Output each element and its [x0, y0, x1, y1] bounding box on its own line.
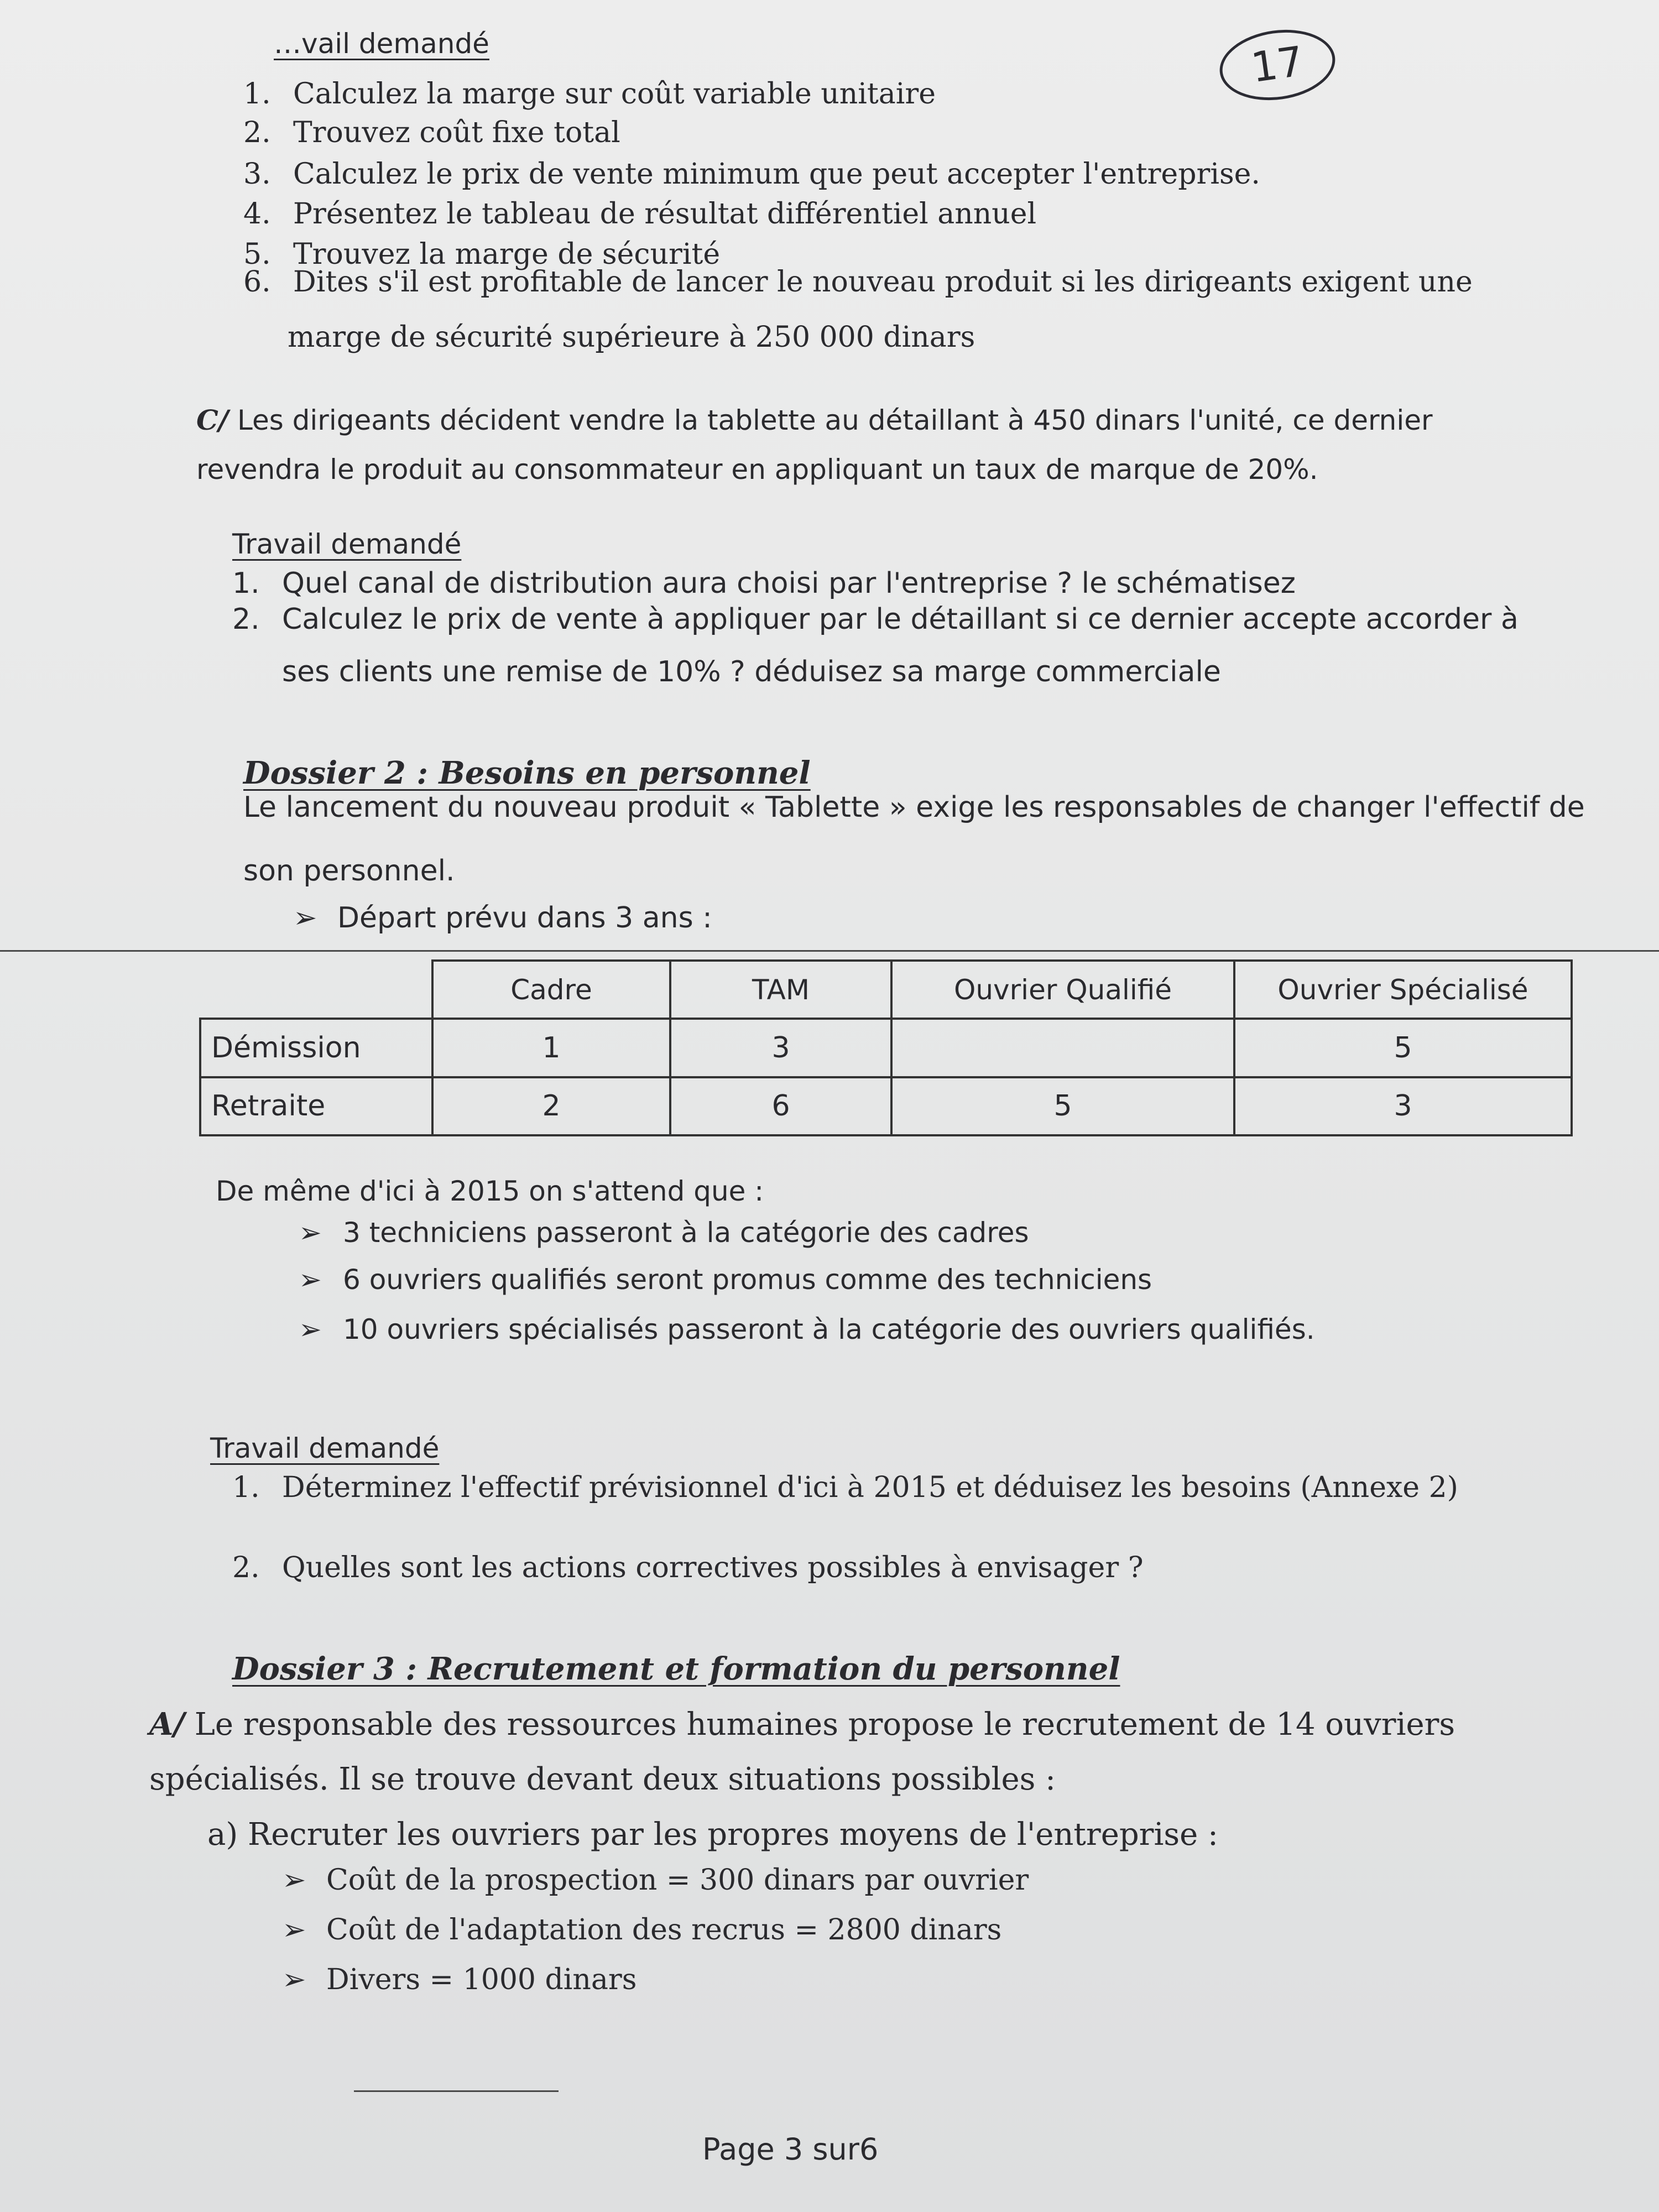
section-c-line2: revendra le produit au consommateur en appliquant un taux de marque de 20%.	[196, 453, 1318, 486]
table-cell: 6	[670, 1077, 891, 1135]
list-item: ➢ Divers = 1000 dinars	[282, 1963, 637, 1996]
list-item: 5. Trouvez la marge de sécurité	[243, 238, 721, 271]
table-cell: 3	[1234, 1077, 1572, 1135]
table-cell: 3	[670, 1019, 891, 1077]
list-item: 6. Dites s'il est profitable de lancer le nouveau produit si les dirigeants exigent une	[243, 265, 1473, 299]
list-item: ➢ 10 ouvriers spécialisés passeront à la catégorie des ouvriers qualifiés.	[299, 1313, 1315, 1345]
arrow-bullet-icon: ➢	[293, 901, 317, 935]
table-header-row	[200, 961, 1572, 1019]
list-item: 3. Calculez le prix de vente minimum que peut accepter l'entreprise.	[243, 158, 1260, 191]
dossier2-heading: Travail demandé	[210, 1432, 440, 1464]
list-item: 2. Quelles sont les actions correctives possibles à envisager ?	[232, 1551, 1144, 1584]
list-item: 2. Calculez le prix de vente à appliquer par le détaillant si ce dernier accepte accorder à	[232, 603, 1519, 636]
list-item: ➢ 3 techniciens passeront à la catégorie des cadres	[299, 1217, 1029, 1249]
list-item: 1. Calculez la marge sur coût variable unitaire	[243, 77, 936, 111]
list-item: 2. Trouvez coût fixe total	[243, 116, 620, 149]
bullet-depart: ➢ Départ prévu dans 3 ans :	[293, 901, 712, 935]
divider	[354, 2090, 559, 2092]
table-header: Cadre	[432, 961, 670, 1019]
row-label: Retraite	[200, 1077, 432, 1135]
page-number-mark: 17	[1215, 23, 1339, 107]
list-item: ➢ 6 ouvriers qualifiés seront promus comme des techniciens	[299, 1264, 1152, 1296]
table-row	[200, 1077, 1572, 1135]
section-c-heading: Travail demandé	[232, 528, 462, 560]
list-item: ➢ Coût de la prospection = 300 dinars par ouvrier	[282, 1864, 1029, 1897]
list-item: 4. Présentez le tableau de résultat différentiel annuel	[243, 197, 1037, 231]
arrow-bullet-icon: ➢	[299, 1217, 322, 1249]
arrow-bullet-icon: ➢	[282, 1963, 306, 1996]
option-a: a) Recruter les ouvriers par les propres moyens de l'entreprise :	[207, 1817, 1218, 1853]
list-item: 1. Déterminez l'effectif prévisionnel d'ici à 2015 et déduisez les besoins (Annexe 2)	[232, 1471, 1458, 1504]
dossier2-title: Dossier 2 : Besoins en personnel	[243, 755, 811, 791]
dossier3-line2: spécialisés. Il se trouve devant deux situations possibles :	[149, 1761, 1056, 1797]
page-footer: Page 3 sur6	[702, 2132, 879, 2167]
list-item-continuation: ses clients une remise de 10% ? déduisez sa marge commerciale	[282, 655, 1221, 688]
table-cell: 5	[891, 1077, 1234, 1135]
list-item-continuation: marge de sécurité supérieure à 250 000 dinars	[288, 321, 975, 354]
list-item: 1. Quel canal de distribution aura choisi par l'entreprise ? le schématisez	[232, 567, 1296, 600]
table-cell: 5	[1234, 1019, 1572, 1077]
dossier3-line1: A/ Le responsable des ressources humaines propose le recrutement de 14 ouvriers	[149, 1706, 1455, 1743]
section-c-line1: C/ Les dirigeants décident vendre la tablette au détaillant à 450 dinars l'unité, ce dernier	[196, 404, 1433, 436]
table-corner	[200, 961, 432, 1019]
row-label: Démission	[200, 1019, 432, 1077]
arrow-bullet-icon: ➢	[299, 1313, 322, 1345]
expect-intro: De même d'ici à 2015 on s'attend que :	[216, 1175, 764, 1207]
divider	[0, 950, 1659, 952]
header-fragment: …vail demandé	[274, 28, 489, 60]
departures-table	[199, 959, 1573, 1136]
table-header: Ouvrier Spécialisé	[1234, 961, 1572, 1019]
table-header: Ouvrier Qualifié	[891, 961, 1234, 1019]
list-item: ➢ Coût de l'adaptation des recrus = 2800 dinars	[282, 1913, 1002, 1947]
table-cell: 1	[432, 1019, 670, 1077]
table-header: TAM	[670, 961, 891, 1019]
dossier2-intro-line2: son personnel.	[243, 854, 455, 888]
arrow-bullet-icon: ➢	[282, 1913, 306, 1947]
table-cell: 2	[432, 1077, 670, 1135]
arrow-bullet-icon: ➢	[282, 1864, 306, 1897]
table-row	[200, 1019, 1572, 1077]
dossier2-intro-line1: Le lancement du nouveau produit « Tablette » exige les responsables de changer l'effectif de	[243, 791, 1585, 824]
dossier3-title: Dossier 3 : Recrutement et formation du personnel	[232, 1651, 1120, 1687]
arrow-bullet-icon: ➢	[299, 1264, 322, 1296]
table-cell	[891, 1019, 1234, 1077]
